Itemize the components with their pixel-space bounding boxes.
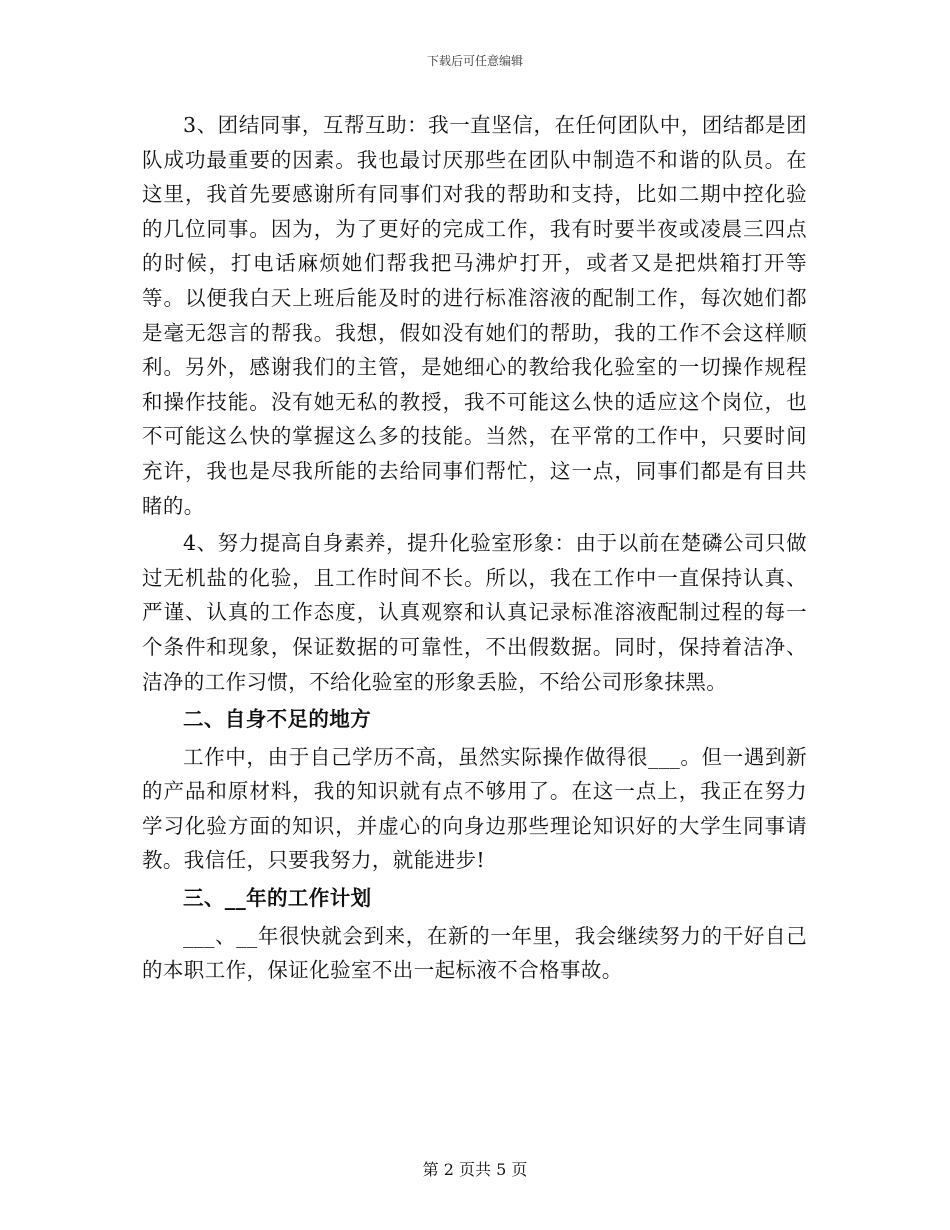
page-number: 第 2 页共 5 页 <box>422 1160 528 1179</box>
section-heading-work-plan: 三、__年的工作计划 <box>183 886 372 911</box>
document-body <box>142 108 807 988</box>
paragraph-self-improvement: 4、努力提高自身素养，提升化验室形象：由于以前在楚磷公司只做过无机盐的化验，且工作时间不长。所以，我在工作中一直保持认真、严谨、认真的工作态度，认真观察和认真记录标准溶液配制过程的每一个条件和现象，保证数据的可靠性，不出假数据。同时，保持着洁净、洁净的工作习惯，不给化验室的形象丢脸，不给公司形象抹黑。 <box>142 531 807 694</box>
paragraph-teamwork: 3、团结同事，互帮互助：我一直坚信，在任何团队中，团结都是团队成功最重要的因素。我也最讨厌那些在团队中制造不和谐的队员。在这里，我首先要感谢所有同事们对我的帮助和支持，比如二期中控化验的几位同事。因为，为了更好的完成工作，我有时要半夜或凌晨三四点的时候，打电话麻烦她们帮我把马沸炉打开，或者又是把烘箱打开等等。以便我白天上班后能及时的进行标准溶液的配制工作，每次她们都是毫无怨言的帮我。我想，假如没有她们的帮助，我的工作不会这样顺利。另外，感谢我们的主管，是她细心的教给我化验室的一切操作规程和操作技能。没有她无私的教授，我不可能这么快的适应这个岗位，也不可能这么快的掌握这么多的技能。当然，在平常的工作中，只要时间充许，我也是尽我所能的去给同事们帮忙，这一点，同事们都是有目共睹的。 <box>142 113 807 518</box>
page-header: 下载后可任意编辑 <box>426 54 523 68</box>
section-heading-shortcomings: 二、自身不足的地方 <box>183 707 372 732</box>
paragraph-shortcomings: 工作中，由于自己学历不高，虽然实际操作做得很___。但一遇到新的产品和原材料，我的知识就有点不够用了。在这一点上，我正在努力学习化验方面的知识，并虚心的向身边那些理论知识好的大学生同事请教。我信任，只要我努力，就能进步! <box>142 744 807 873</box>
paragraph-work-plan: ___、__年很快就会到来，在新的一年里，我会继续努力的干好自己的本职工作，保证化验室不出一起标液不合格事故。 <box>142 923 807 983</box>
